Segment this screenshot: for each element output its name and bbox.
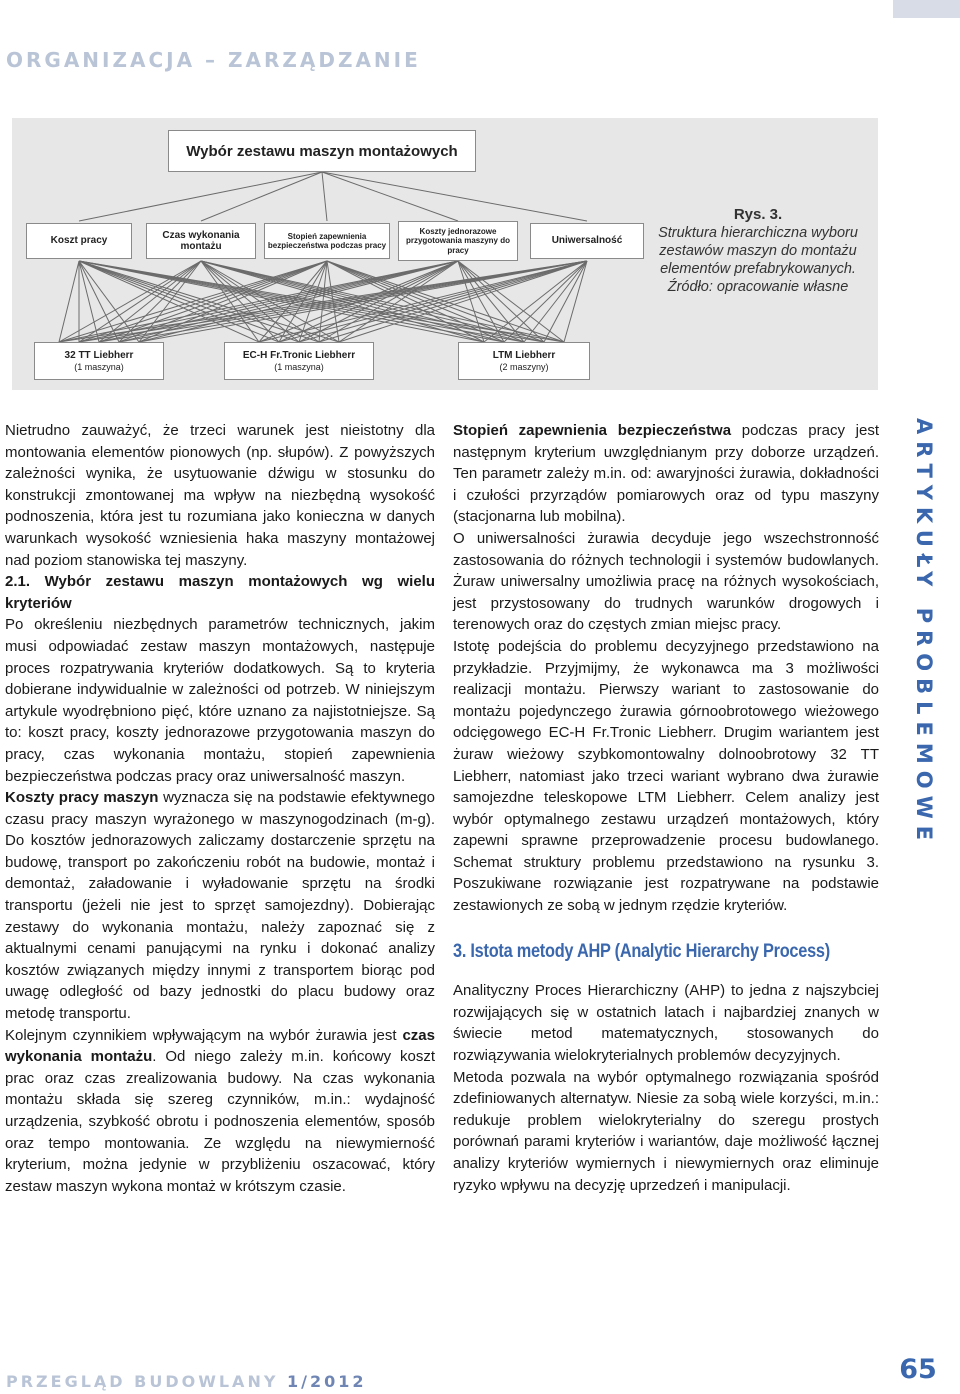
criterion-box-safety	[264, 223, 390, 259]
left-column	[5, 420, 435, 1197]
paragraph: Nietrudno zauważyć, że trzeci warunek jest nieistotny dla montowania elementów pionowych (np. słupów). Z powyższych zależności wynika, że usytuowanie dźwigu w stosunku do konstrukcji zmontowanej ma wpływ na niezbędną wysokość podnoszenia, która jest tu rozumiana jako konieczna w danych warunkach wysokość wzniesienia haka maszyny montażowej nad poziom stanowiska tej maszyny.	[5, 422, 435, 569]
journal-footer	[6, 1372, 367, 1391]
paragraph-text: wyznacza się na podstawie efektywnego czasu pracy maszyn wyrażonego w maszynogodzinach (m-g). Do kosztów jednorazowych zaliczamy dostarczenie sprzętu na budowę, transport po zakończeniu robót na budowie, montaż i demontaż, załadowanie i wyładowanie sprzętu na środki transportu (jeżeli nie jest to sprzęt samojezdny). Dobierając zestawy do wykonania montażu, należy zapoznać się z aktualnymi cenami panującymi na rynku i dokonać analizy kosztów związanych między innymi z transportem biorąc pod uwagę odległość od bazy jednostki do placu budowy oraz metodę transportu.	[5, 789, 435, 1023]
bold-term: Koszty pracy maszyn	[5, 789, 159, 807]
paragraph	[5, 787, 435, 1025]
paragraph: Metoda pozwala na wybór optymalnego rozwiązania spośród zdefiniowanych alternatyw. Niesie za sobą wiele korzyści, m.in.: redukuje problem wielokryterialny do szeregu prostych porównań parami kryteriów i wariantów, daje możliwość łącznej analizy kryteriów wymiernych i niewymiernych oraz eliminuje ryzyko wpływu na decyzję uprzedzeń i manipulacji.	[453, 1068, 879, 1194]
criterion-label: Stopień zapewnienia bezpieczeństwa podczas pracy	[267, 231, 387, 250]
paragraph	[453, 420, 879, 528]
figure-caption-text: Struktura hierarchiczna wyboru zestawów maszyn do montażu elementów prefabrykowanych. Źródło: opracowanie własne	[658, 225, 858, 295]
criterion-box-versatility	[530, 223, 644, 259]
goal-to-criterion-line	[79, 172, 322, 221]
section-heading: 3. Istota metody AHP (Analytic Hierarchy Process)	[453, 940, 830, 962]
paragraph: Po określeniu niezbędnych parametrów technicznych, jakim musi odpowiadać zestaw maszyn montażowych, następuje proces rozpatrywania kryteriów dodatkowych. Są to kryteria dobierane indywidualnie w zależności od potrzeb. W niniejszym artykule wyodrębniono pięć, które uznano za najistotniejsze. Są to: koszt pracy, koszty jednorazowe przygotowania maszyn do pracy, czas wykonania montażu, stopień zapewnienia bezpieczeństwa podczas pracy oraz uniwersalność maszyn.	[5, 616, 435, 785]
alternative-name: EC-H Fr.Tronic Liebherr	[242, 350, 356, 362]
criterion-to-alternative-line	[319, 261, 458, 342]
alternative-box-ltm	[458, 342, 590, 380]
alternative-count: (1 maszyna)	[274, 361, 324, 372]
paragraph: Analityczny Proces Hierarchiczny (AHP) to jedna z najszybciej rozwijających się w ostatnich latach i najbardziej znanych w świecie metod matematycznych, stosowanych do rozwiązywania wielokryterialnych problemów decyzyjnych.	[453, 982, 879, 1065]
criterion-label: Koszty jednorazowe przygotowania maszyny do pracy	[405, 227, 511, 255]
subsection-heading: 2.1. Wybór zestawu maszyn montażowych wg wielu kryteriów	[5, 573, 435, 612]
criterion-box-time	[146, 223, 256, 259]
goal-to-criterion-line	[322, 172, 458, 221]
journal-issue: 1/2012	[287, 1372, 367, 1391]
alternative-box-ech	[224, 342, 374, 380]
criterion-box-cost	[26, 223, 132, 259]
goal-label: Wybór zestawu maszyn montażowych	[186, 142, 458, 160]
journal-name: PRZEGLĄD BUDOWLANY	[6, 1372, 279, 1391]
criterion-label: Koszt pracy	[50, 235, 108, 247]
section-title: ORGANIZACJA – ZARZĄDZANIE	[6, 48, 421, 72]
criterion-to-alternative-line	[524, 261, 587, 342]
bold-term: Stopień zapewnienia bezpieczeństwa	[453, 422, 732, 439]
alternative-name: LTM Liebherr	[492, 350, 556, 362]
goal-to-criterion-line	[322, 172, 587, 221]
paragraph: Istotę podejścia do problemu decyzyjnego przedstawiono na przykładzie. Przyjmijmy, że wykonawca ma 3 możliwości realizacji montażu. Pierwszy wariant to zastosowanie do montażu pojedynczego żurawia górnoobrotowego wieżowego odcięgowego EC-H Fr.Tronic Liebherr. Drugim wariantem jest żuraw wieżowy szybkomontowalny dolnoobrotowy 32 TT Liebherr, natomiast jako trzeci wariant wybrano dwa żurawie samojezdne teleskopowe LTM Liebherr. Celem analizy jest wybór optymalnego zestawu urządzeń montażowych, który zapewni sprawne przeprowadzenie procesu budowlanego. Schemat struktury problemu przedstawiono na rysunku 3. Poszukiwane rozwiązanie jest rozpatrywane na podstawie zestawionych ze sobą w jednym rzędzie kryteriów.	[453, 637, 879, 915]
goal-box	[168, 130, 476, 172]
criterion-to-alternative-line	[339, 261, 587, 342]
paragraph-text: Kolejnym czynnikiem wpływającym na wybór żurawia jest	[5, 1026, 403, 1044]
goal-to-criterion-line	[322, 172, 327, 221]
right-column	[453, 420, 879, 1196]
figure-caption-label: Rys. 3.	[733, 206, 783, 223]
alternative-count: (1 maszyna)	[74, 361, 124, 372]
paragraph	[5, 1025, 435, 1198]
criterion-label: Czas wykonania montażu	[162, 229, 240, 252]
criterion-to-alternative-line	[59, 261, 79, 342]
figure-caption	[646, 206, 870, 296]
criterion-box-setup-cost	[398, 221, 518, 261]
criterion-label: Uniwersalność	[551, 235, 623, 247]
criterion-to-alternative-line	[458, 261, 504, 342]
alternative-count: (2 maszyny)	[499, 361, 549, 372]
paragraph-text: . Od niego zależy m.in. końcowy koszt prac oraz czas zrealizowania budowy. Na czas wykonania montażu składa się szereg czynników, m.in.: wydajność urządzenia, szybkość obrotu i podnoszenia elementów, sposób oraz tempo montowania. Ze względu na niewymierność kryterium, można jedynie w przybliżeniu oszacować, który zestaw maszyn wykona montaż w krótszym czasie.	[5, 1048, 435, 1195]
hierarchy-figure	[12, 118, 878, 390]
sidebar-top-tab	[893, 0, 960, 18]
criterion-to-alternative-line	[201, 261, 544, 342]
paragraph: O uniwersalności żurawia decyduje jego wszechstronność zastosowania do różnych technologii i systemów budowlanych. Żuraw uniwersalny umożliwia pracę na różnych wysokościach, jest przystosowany do trudnych warunków drogowych i terenowych oraz do częstych zmian miejsc pracy.	[453, 529, 879, 634]
alternative-name: 32 TT Liebherr	[64, 350, 134, 362]
alternative-box-32tt	[34, 342, 164, 380]
page-number: 65	[899, 1354, 937, 1385]
criterion-to-alternative-line	[564, 261, 587, 342]
criterion-to-alternative-line	[79, 261, 99, 342]
bold-term: czas wykonania montażu	[5, 1026, 435, 1066]
sidebar-section-label: ARTYKUŁY PROBLEMOWE	[912, 418, 936, 848]
paragraph-text: podczas pracy jest następnym kryterium uwzględnianym przy doborze urządzeń. Ten parametr zależy m.in. od: awaryjności żurawia, dokładności i czułości przyrządów pomiarowych oraz od typu maszyny (stacjonarna lub mobilna).	[453, 422, 879, 526]
goal-to-criterion-line	[201, 172, 322, 221]
criterion-to-alternative-line	[484, 261, 587, 342]
